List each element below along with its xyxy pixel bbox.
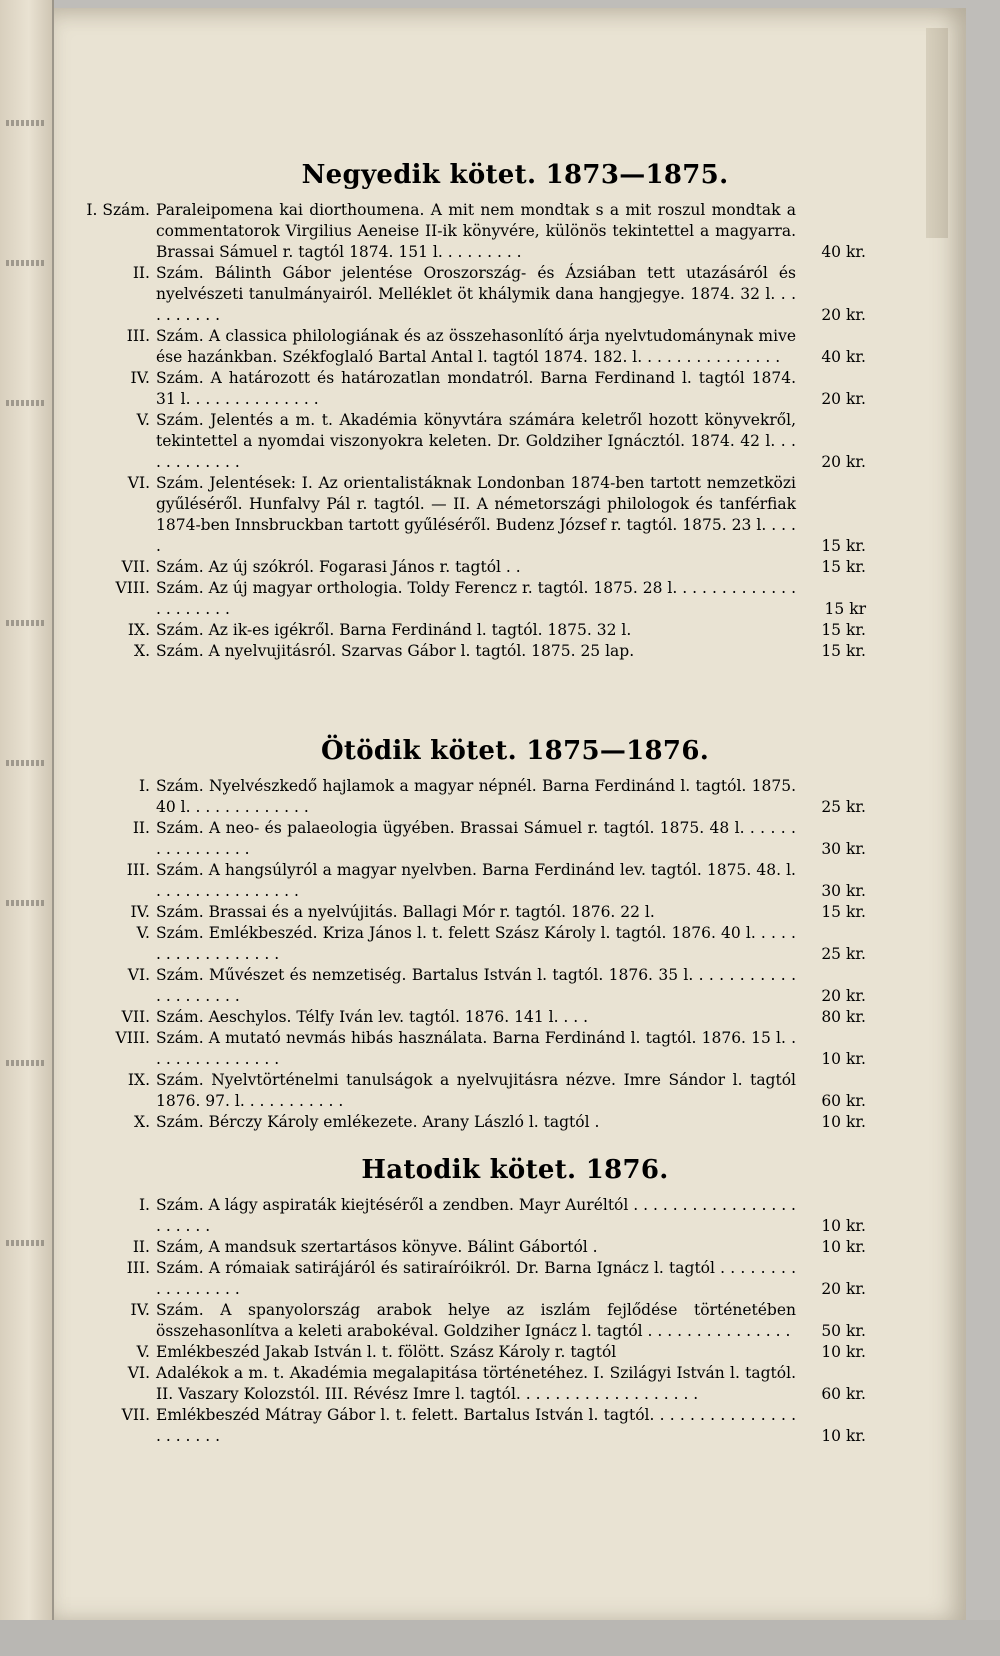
list-item (60, 1195, 866, 1237)
entry-text: Szám. Az új szókról. Fogarasi János r. tagtól . . (156, 558, 521, 576)
list-item (60, 965, 866, 1007)
entry-number: V. (136, 924, 150, 942)
entry-number: I. (138, 1196, 150, 1214)
list-item (60, 860, 866, 902)
list-item (60, 1112, 866, 1133)
entry-number: IV. (130, 903, 150, 921)
entry-text: Adalékok a m. t. Akadémia megalapitása történetéhez. I. Szilágyi István l. tagtól. II. Vaszary Kolozstól. III. Révész Imre l. tagtól. . . . . . . . . . . . . . . . . . . (156, 1364, 796, 1403)
entry-text: Szám. A neo- és palaeologia ügyében. Brassai Sámuel r. tagtól. 1875. 48 l. . . . . . . . . . . . . . . . (156, 819, 796, 858)
list-item (60, 200, 866, 263)
volume-title: Ötödik kötet. 1875—1876. (320, 736, 710, 766)
entry-price: 30 kr. (821, 882, 866, 900)
entry-text: Szám. Az ik-es igékről. Barna Ferdinánd l. tagtól. 1875. 32 l. (156, 621, 632, 639)
entry-text: Szám. A mutató nevmás hibás használata. Barna Ferdinánd l. tagtól. 1876. 15 l. . . . . . . . . . . . . . . (156, 1029, 796, 1068)
facing-page-edge (0, 0, 54, 1656)
entry-price: 20 kr. (821, 1280, 866, 1298)
entry-number: VI. (127, 474, 150, 492)
entry-text: Szám. A hangsúlyról a magyar nyelvben. Barna Ferdinánd lev. tagtól. 1875. 48. l. . . . . . . . . . . . . . . . (156, 861, 796, 900)
entry-text: Szám. Művészet és nemzetiség. Bartalus István l. tagtól. 1876. 35 l. . . . . . . . . . . . . . . . . . . . (156, 966, 796, 1005)
entry-number: II. (132, 1238, 150, 1256)
entry-text: Szám. Jelentés a m. t. Akadémia könyvtára számára keletről hozott könyvekről, tekintettel a nyomdai viszonyokra keleten. Dr. Goldziher Ignácztól. 1874. 42 l. . . . . . . . . . . . (156, 411, 796, 471)
list-item (60, 902, 866, 923)
entry-price: 20 kr. (821, 453, 866, 471)
entry-number: III. (126, 861, 150, 879)
entry-price: 20 kr. (821, 987, 866, 1005)
list-item (60, 1363, 866, 1405)
entry-number: I. (138, 777, 150, 795)
list-item (60, 1237, 866, 1258)
list-item (60, 557, 866, 578)
list-item (60, 923, 866, 965)
entry-price: 40 kr. (821, 243, 866, 261)
entry-text: Szám. Jelentések: I. Az orientalistáknak Londonban 1874-ben tartott nemzetközi gyűléséről. Hunfalvy Pál r. tagtól. — II. A németországi philologok és tanférfiak 1874-ben Innsbruckban tartott gyűléséről. Budenz József r. tagtól. 1875. 23 l. . . . . (156, 474, 796, 555)
list-item (60, 578, 866, 620)
entry-number: III. (126, 1259, 150, 1277)
page-edge-shadow (926, 28, 948, 238)
entry-number: VIII. (115, 579, 150, 597)
entry-text: Szám. A nyelvujitásról. Szarvas Gábor l. tagtól. 1875. 25 lap. (156, 642, 635, 660)
list-item (60, 818, 866, 860)
entry-number: VII. (121, 558, 150, 576)
entry-text: Szám. Az új magyar orthologia. Toldy Ferencz r. tagtól. 1875. 28 l. . . . . . . . . . . . . . . . . . . . . (156, 579, 796, 618)
entry-number: II. (132, 819, 150, 837)
entry-price: 15 kr. (821, 558, 866, 576)
entry-text: Szám, A mandsuk szertartásos könyve. Bálint Gábortól . (156, 1238, 598, 1256)
entry-number: IX. (127, 1071, 150, 1089)
entry-text: Emlékbeszéd Jakab István l. t. fölött. Szász Károly r. tagtól (156, 1343, 617, 1361)
list-item (60, 620, 866, 641)
entry-list (60, 776, 866, 1133)
list-item (60, 263, 866, 326)
entry-price: 30 kr. (821, 840, 866, 858)
entry-number: VII. (121, 1008, 150, 1026)
entry-text: Szám. A rómaiak satirájáról és satiraíróikról. Dr. Barna Ignácz l. tagtól . . . . . . . . . . . . . . . . . (156, 1259, 796, 1298)
entry-number: I. Szám. (86, 201, 150, 219)
entry-number: V. (136, 411, 150, 429)
list-item (60, 1258, 866, 1300)
list-item (60, 1070, 866, 1112)
entry-price: 10 kr. (821, 1343, 866, 1361)
entry-price: 15 kr. (821, 537, 866, 555)
entry-text: Szám. Brassai és a nyelvújitás. Ballagi Mór r. tagtól. 1876. 22 l. (156, 903, 655, 921)
list-item (60, 326, 866, 368)
list-item (60, 776, 866, 818)
entry-price: 25 kr. (821, 798, 866, 816)
entry-number: VI. (127, 1364, 150, 1382)
entry-price: 10 kr. (821, 1238, 866, 1256)
volume-title: Hatodik kötet. 1876. (361, 1155, 669, 1185)
entry-text: Szám. Nyelvészkedő hajlamok a magyar népnél. Barna Ferdinánd l. tagtól. 1875. 40 l. . . . . . . . . . . . . (156, 777, 796, 816)
entry-text: Szám. Bérczy Károly emlékezete. Arany László l. tagtól . (156, 1113, 600, 1131)
entry-price: 10 kr. (821, 1217, 866, 1235)
entry-text: Emlékbeszéd Mátray Gábor l. t. felett. Bartalus István l. tagtól. . . . . . . . . . . . . . . . . . . . . . (156, 1406, 796, 1445)
entry-text: Szám. A lágy aspiraták kiejtéséről a zendben. Mayr Auréltól . . . . . . . . . . . . . . . . . . . . . . . (156, 1196, 796, 1235)
entry-price: 10 kr. (821, 1113, 866, 1131)
entry-price: 15 kr (824, 600, 866, 618)
entry-number: X. (134, 642, 150, 660)
entry-price: 15 kr. (821, 621, 866, 639)
entry-text: Szám. A classica philologiának és az összehasonlító árja nyelvtudománynak mive ése hazánkban. Székfoglaló Bartal Antal l. tagtól 1874. 182. l. . . . . . . . . . . . . . . (156, 327, 796, 366)
entry-price: 60 kr. (821, 1092, 866, 1110)
entry-number: VIII. (115, 1029, 150, 1047)
entry-number: IV. (130, 1301, 150, 1319)
entry-number: II. (132, 264, 150, 282)
volume-otodik (60, 736, 866, 1133)
entry-price: 60 kr. (821, 1385, 866, 1403)
list-item (60, 1028, 866, 1070)
list-item (60, 410, 866, 473)
entry-number: VI. (127, 966, 150, 984)
entry-price: 20 kr. (821, 306, 866, 324)
entry-text: Szám. A határozott és határozatlan mondatról. Barna Ferdinand l. tagtól 1874. 31 l. . . . . . . . . . . . . . (156, 369, 796, 408)
entry-price: 80 kr. (821, 1008, 866, 1026)
entry-number: IX. (127, 621, 150, 639)
entry-list (60, 200, 866, 662)
entry-number: III. (126, 327, 150, 345)
list-item (60, 641, 866, 662)
entry-price: 15 kr. (821, 642, 866, 660)
volume-negyedik (60, 160, 866, 662)
entry-text: Szám. Nyelvtörténelmi tanulságok a nyelvujitásra nézve. Imre Sándor l. tagtól 1876. 97. l. . . . . . . . . . . (156, 1071, 796, 1110)
entry-price: 40 kr. (821, 348, 866, 366)
background-surface (0, 1620, 1000, 1656)
entry-number: V. (136, 1343, 150, 1361)
entry-list (60, 1195, 866, 1447)
entry-text: Szám. Aeschylos. Télfy Iván lev. tagtól. 1876. 141 l. . . . (156, 1008, 589, 1026)
entry-price: 10 kr. (821, 1427, 866, 1445)
list-item (60, 1405, 866, 1447)
entry-text: Paraleipomena kai diorthoumena. A mit nem mondtak s a mit roszul mondtak a commentatorok Virgilius Aeneise II-ik könyvére, különös tekintettel a magyarra. Brassai Sámuel r. tagtól 1874. 151 l. . . . . . . . . (156, 201, 796, 261)
list-item (60, 1007, 866, 1028)
entry-number: X. (134, 1113, 150, 1131)
entry-price: 15 kr. (821, 903, 866, 921)
list-item (60, 1342, 866, 1363)
entry-number: IV. (130, 369, 150, 387)
entry-text: Szám. Emlékbeszéd. Kriza János l. t. felett Szász Károly l. tagtól. 1876. 40 l. . . . . . . . . . . . . . . . . . (156, 924, 796, 963)
list-item (60, 1300, 866, 1342)
entry-price: 10 kr. (821, 1050, 866, 1068)
entry-price: 25 kr. (821, 945, 866, 963)
volume-title: Negyedik kötet. 1873—1875. (301, 160, 729, 190)
entry-text: Szám. Bálinth Gábor jelentése Oroszország- és Ázsiában tett utazásáról és nyelvészeti tanulmányairól. Melléklet öt khálymik dana hangjegye. 1874. 32 l. . . . . . . . . . (156, 264, 796, 324)
entry-number: VII. (121, 1406, 150, 1424)
list-item (60, 368, 866, 410)
volume-hatodik (60, 1155, 866, 1447)
entry-text: Szám. A spanyolország arabok helye az iszlám fejlődése történetében összehasonlítva a keleti arabokéval. Goldziher Ignácz l. tagtól . . . . . . . . . . . . . . . (156, 1301, 796, 1340)
entry-price: 20 kr. (821, 390, 866, 408)
entry-price: 50 kr. (821, 1322, 866, 1340)
list-item (60, 473, 866, 557)
